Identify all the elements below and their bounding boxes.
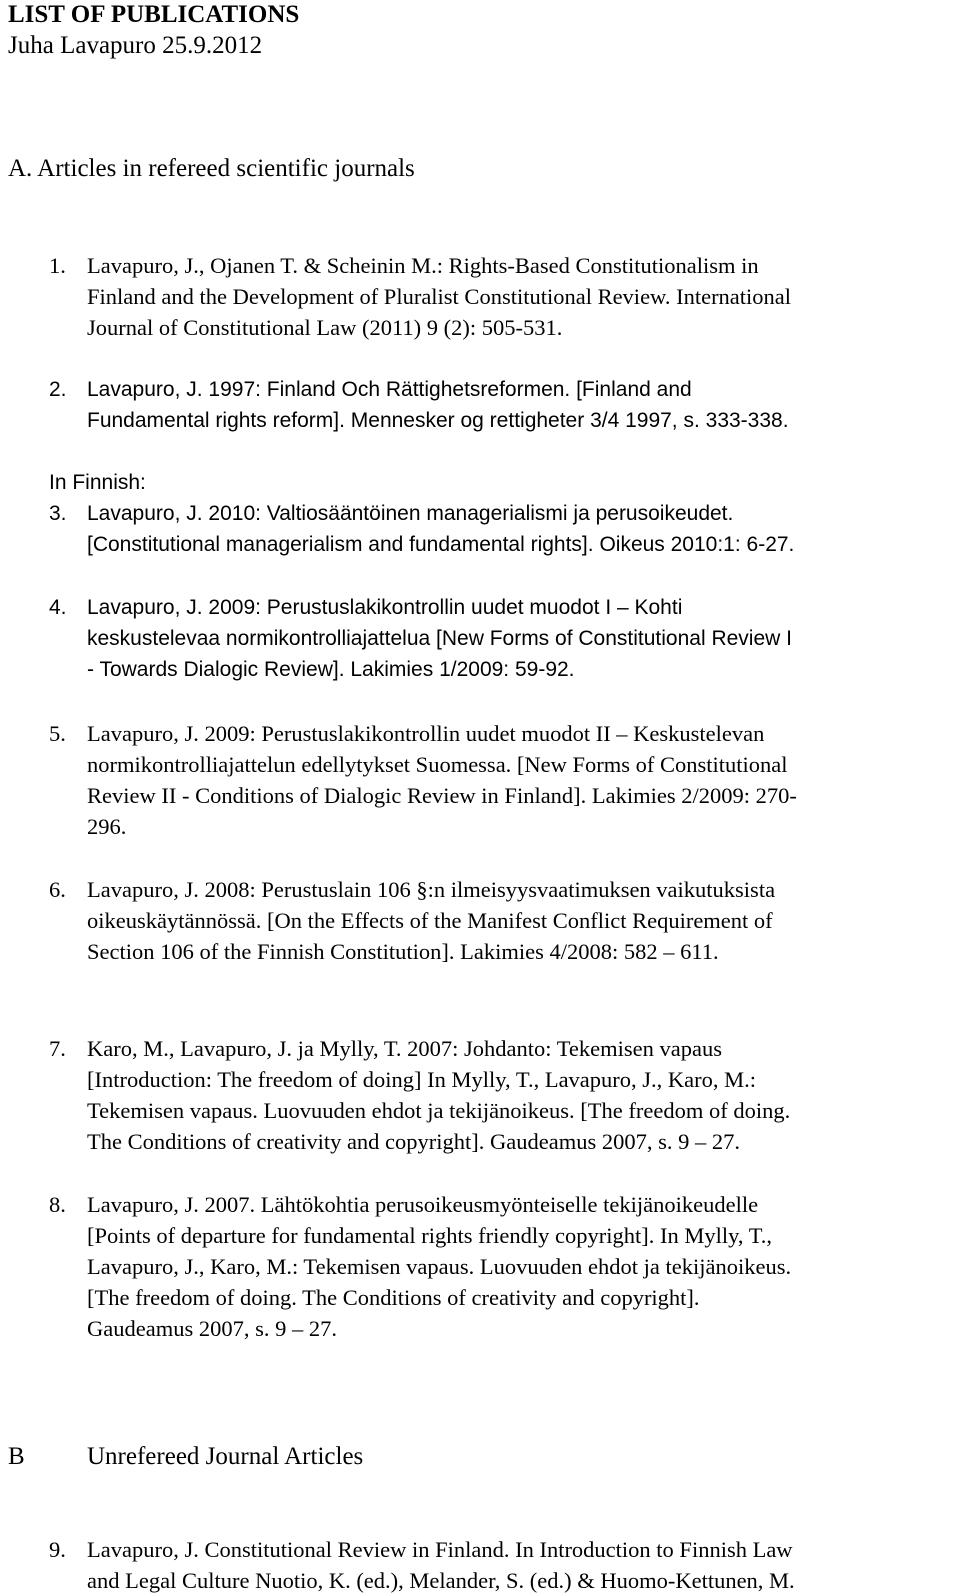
entry-number: 2. xyxy=(49,378,67,401)
entry-line: Tekemisen vapaus. Luovuuden ehdot ja tekijänoikeus. [The freedom of doing. xyxy=(87,1098,791,1123)
entry-text xyxy=(87,374,957,436)
entry-line: Karo, M., Lavapuro, J. ja Mylly, T. 2007: Johdanto: Tekemisen vapaus xyxy=(87,1036,722,1061)
entry-text xyxy=(87,874,957,967)
entry-line: and Legal Culture Nuotio, K. (ed.), Melander, S. (ed.) & Huomo-Kettunen, M. xyxy=(87,1568,795,1593)
entry-line: [Introduction: The freedom of doing] In Mylly, T., Lavapuro, J., Karo, M.: xyxy=(87,1067,757,1092)
entry-number: 1. xyxy=(49,253,66,278)
entry-number: 4. xyxy=(49,596,67,619)
entry-line: Gaudeamus 2007, s. 9 – 27. xyxy=(87,1316,337,1341)
entry-line: [Constitutional managerialism and fundamental rights]. Oikeus 2010:1: 6-27. xyxy=(87,533,795,556)
entry-text xyxy=(87,1189,957,1344)
entry-line: The Conditions of creativity and copyright]. Gaudeamus 2007, s. 9 – 27. xyxy=(87,1129,741,1154)
section-b-id: B xyxy=(8,1443,25,1470)
section-heading-a xyxy=(8,154,415,184)
entry-line: 296. xyxy=(87,814,127,839)
entry-number: 5. xyxy=(49,721,66,746)
page-title: LIST OF PUBLICATIONS xyxy=(8,1,300,28)
entry-line: Lavapuro, J. 2009: Perustuslakikontrollin uudet muodot II – Keskustelevan xyxy=(87,721,765,746)
section-heading-b xyxy=(8,1442,363,1472)
entry-text xyxy=(87,498,957,560)
entry-number: 7. xyxy=(49,1036,66,1061)
entry-line: Journal of Constitutional Law (2011) 9 (2): 505-531. xyxy=(87,315,563,340)
entry-line: Review II - Conditions of Dialogic Review in Finland]. Lakimies 2/2009: 270- xyxy=(87,783,797,808)
entry-line: Lavapuro, J. 2007. Lähtökohtia perusoikeusmyönteiselle tekijänoikeudelle xyxy=(87,1192,759,1217)
entry-line: Lavapuro, J., Karo, M.: Tekemisen vapaus. Luovuuden ehdot ja tekijänoikeus. xyxy=(87,1254,792,1279)
entry-line: Finland and the Development of Pluralist Constitutional Review. International xyxy=(87,284,792,309)
entry-line: normikontrolliajattelun edellytykset Suomessa. [New Forms of Constitutional xyxy=(87,752,788,777)
entry-line: Lavapuro, J. 1997: Finland Och Rättighetsreformen. [Finland and xyxy=(87,378,692,401)
entry-number: 6. xyxy=(49,877,66,902)
entry-text xyxy=(87,250,957,343)
entry-text xyxy=(87,718,957,842)
entry-line: oikeuskäytännössä. [On the Effects of the Manifest Conflict Requirement of xyxy=(87,908,773,933)
entry-line: Lavapuro, J. 2008: Perustuslain 106 §:n ilmeisyysvaatimuksen vaikutuksista xyxy=(87,877,776,902)
section-b-label: Unrefereed Journal Articles xyxy=(87,1443,364,1470)
entry-line: Fundamental rights reform]. Mennesker og rettigheter 3/4 1997, s. 333-338. xyxy=(87,409,789,432)
entry-line: Lavapuro, J., Ojanen T. & Scheinin M.: Rights-Based Constitutionalism in xyxy=(87,253,759,278)
entry-number: 9. xyxy=(49,1537,66,1562)
entry-line: Section 106 of the Finnish Constitution]. Lakimies 4/2008: 582 – 611. xyxy=(87,939,719,964)
entry-line: keskustelevaa normikontrolliajattelua [New Forms of Constitutional Review I xyxy=(87,627,792,650)
entry-text xyxy=(87,1534,957,1596)
author-date-line: Juha Lavapuro 25.9.2012 xyxy=(8,32,263,59)
entry-line: Lavapuro, J. 2010: Valtiosääntöinen managerialismi ja perusoikeudet. xyxy=(87,502,734,525)
entry-line: [Points of departure for fundamental rights friendly copyright]. In Mylly, T., xyxy=(87,1223,773,1248)
entry-line: - Towards Dialogic Review]. Lakimies 1/2009: 59-92. xyxy=(87,658,575,681)
entry-line: Lavapuro, J. 2009: Perustuslakikontrollin uudet muodot I – Kohti xyxy=(87,596,683,619)
entry-text xyxy=(87,592,957,685)
entry-line: [The freedom of doing. The Conditions of creativity and copyright]. xyxy=(87,1285,700,1310)
in-finnish-label: In Finnish: xyxy=(49,471,146,494)
entry-number: 3. xyxy=(49,502,67,525)
entry-text xyxy=(87,1033,957,1157)
entry-number: 8. xyxy=(49,1192,66,1217)
section-a-label: A. Articles in refereed scientific journals xyxy=(8,155,415,182)
entry-line: Lavapuro, J. Constitutional Review in Finland. In Introduction to Finnish Law xyxy=(87,1537,793,1562)
